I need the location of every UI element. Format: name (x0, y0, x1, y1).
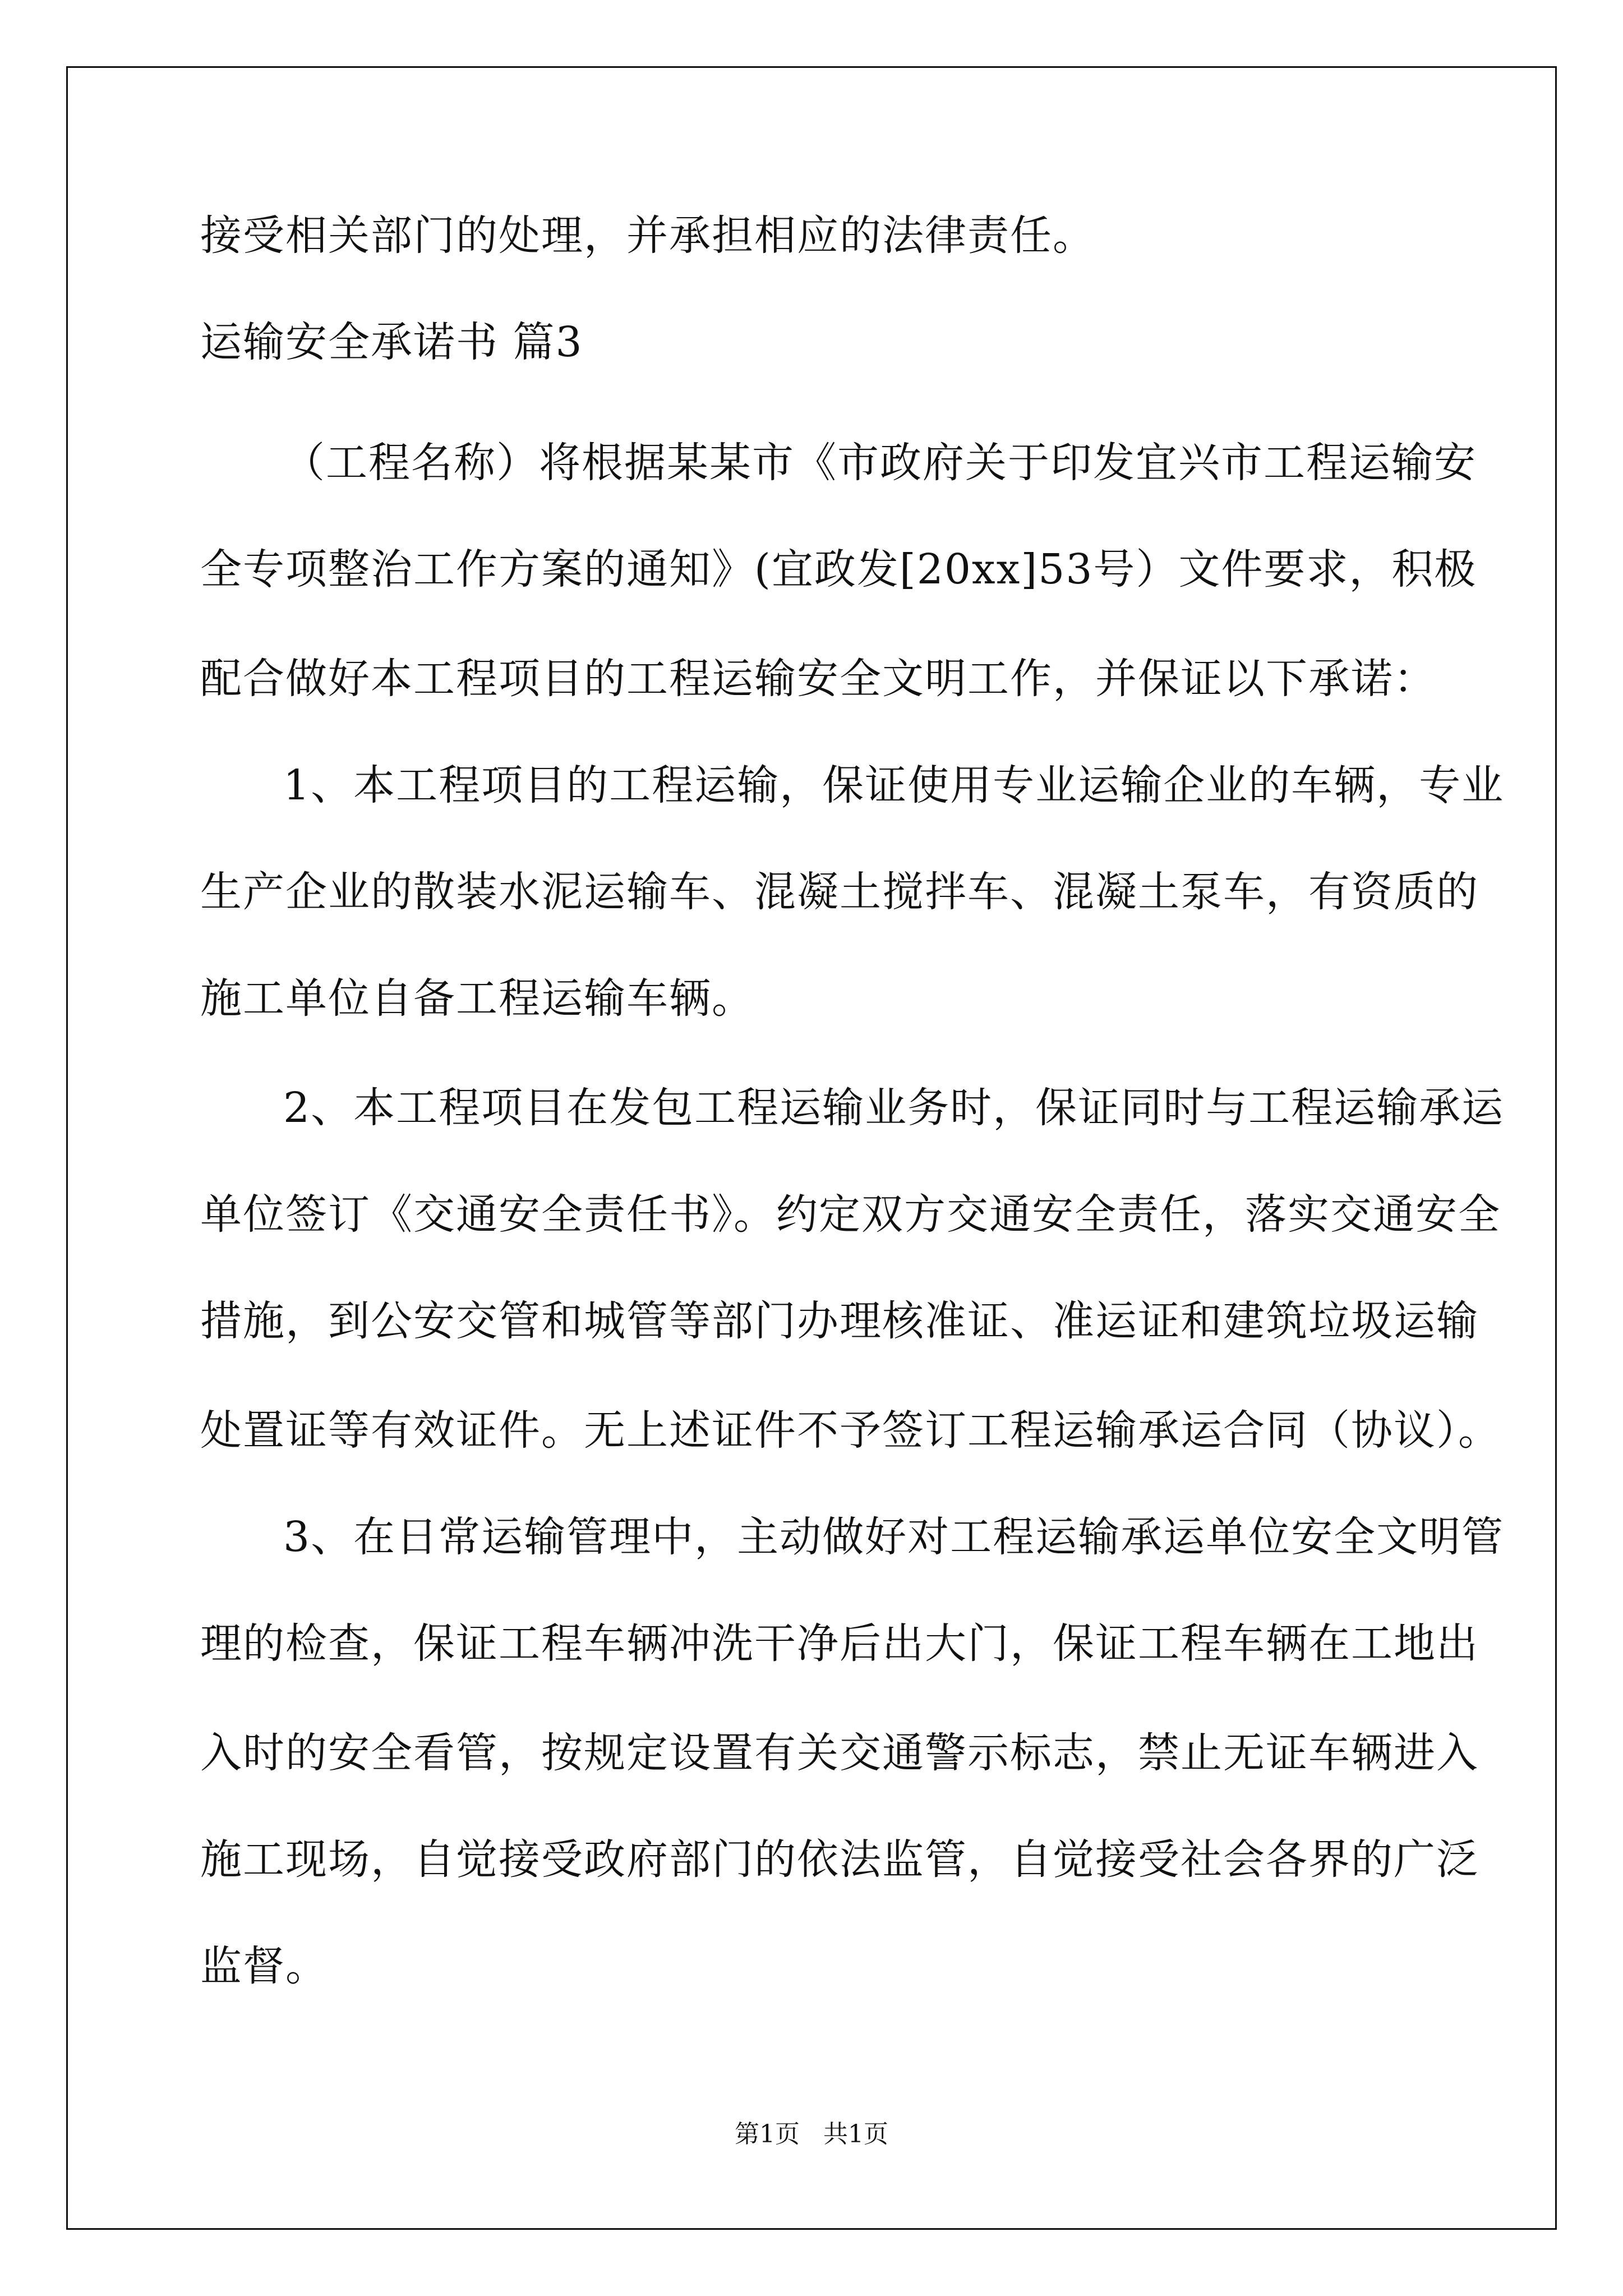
paragraph-start: 1、本工程项目的工程运输，保证使用专业运输企业的车辆，专业 (283, 761, 1505, 809)
page-border (66, 66, 1557, 2230)
text-line: 措施，到公安交管和城管等部门办理核准证、准运证和建筑垃圾运输 (200, 1297, 1479, 1345)
text-line: 施工单位自备工程运输车辆。 (200, 974, 754, 1023)
text-line: 全专项整治工作方案的通知》(宜政发[20xx]53号）文件要求，积极 (200, 545, 1477, 593)
text-line: 入时的安全看管，按规定设置有关交通警示标志，禁止无证车辆进入 (200, 1729, 1479, 1777)
text-line: 配合做好本工程项目的工程运输安全文明工作，并保证以下承诺： (200, 655, 1436, 703)
text-line: 处置证等有效证件。无上述证件不予签订工程运输承运合同（协议）。 (200, 1406, 1501, 1455)
text-line: 施工现场，自觉接受政府部门的依法监管，自觉接受社会各界的广泛 (200, 1835, 1479, 1884)
text-line: 生产企业的散装水泥运输车、混凝土搅拌车、混凝土泵车，有资质的 (200, 868, 1479, 916)
text-line: 单位签订《交通安全责任书》。约定双方交通安全责任，落实交通安全 (200, 1190, 1501, 1239)
text-line: 监督。 (200, 1942, 328, 1990)
paragraph-start: 3、在日常运输管理中，主动做好对工程运输承运单位安全文明管 (283, 1513, 1505, 1561)
paragraph-start: 2、本工程项目在发包工程运输业务时，保证同时与工程运输承运 (283, 1084, 1505, 1132)
text-line: 理的检查，保证工程车辆冲洗干净后出大门，保证工程车辆在工地出 (200, 1619, 1479, 1668)
section-heading: 运输安全承诺书 篇3 (200, 318, 583, 366)
text-line: 接受相关部门的处理，并承担相应的法律责任。 (200, 211, 1095, 260)
page-number-footer: 第1页 共1页 (735, 2120, 888, 2148)
paragraph-start: （工程名称）将根据某某市《市政府关于印发宜兴市工程运输安 (283, 439, 1477, 487)
